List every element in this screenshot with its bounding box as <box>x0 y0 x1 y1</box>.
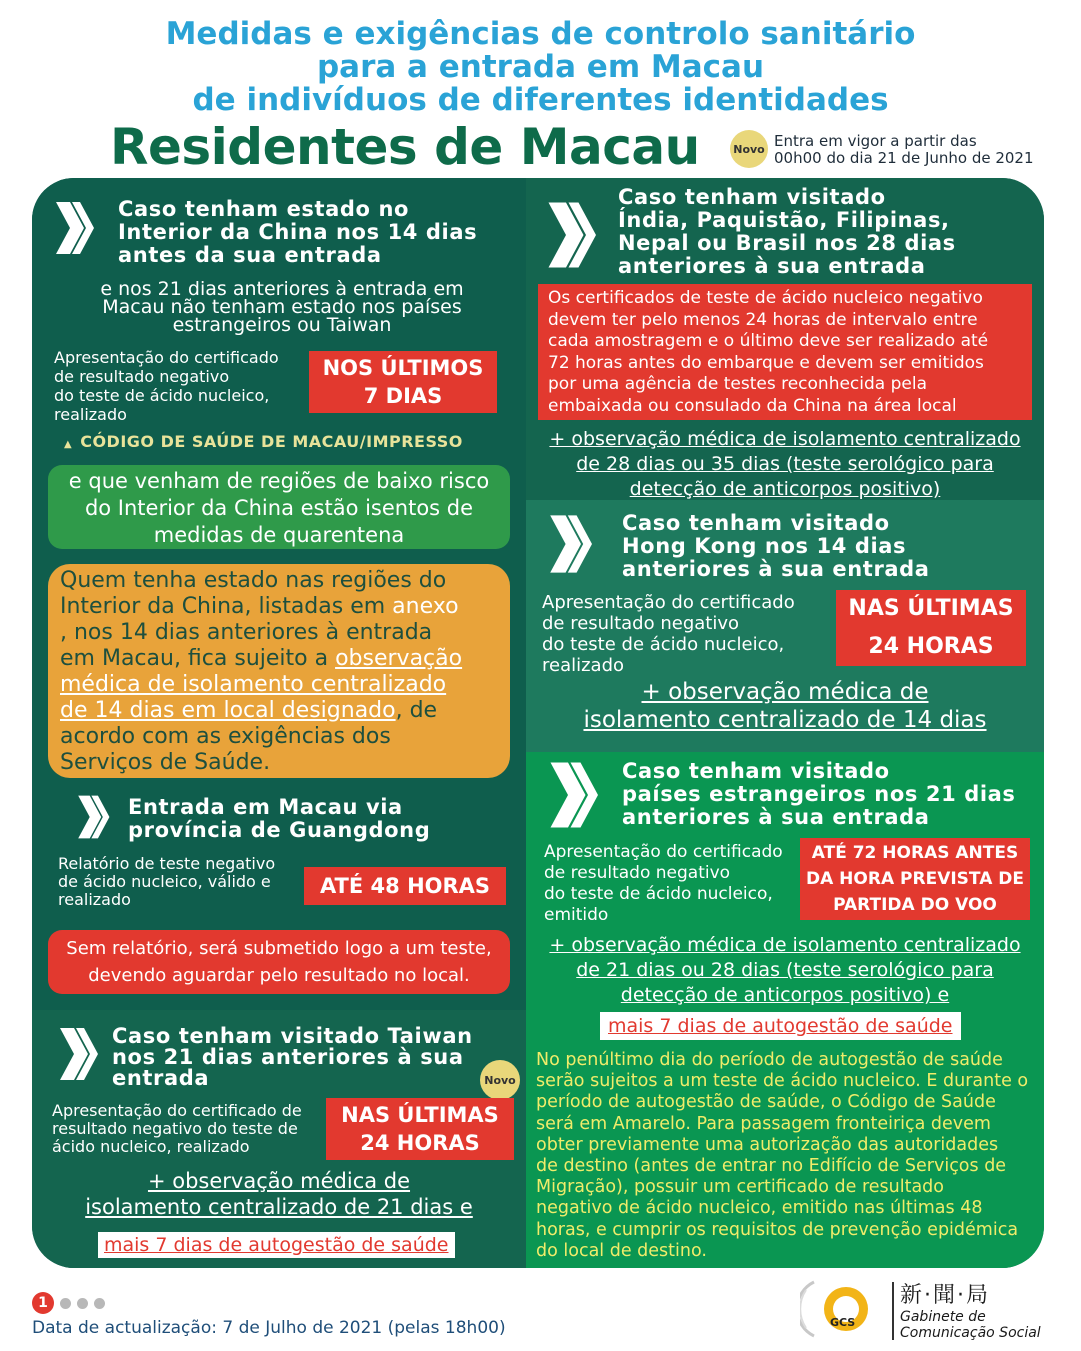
pagination[interactable] <box>32 1292 105 1314</box>
main-panel <box>32 178 1044 1268</box>
hongkong-deadline-tag: NAS ÚLTIMAS 24 HORAS <box>836 590 1026 666</box>
chevron-right-icon <box>76 794 110 840</box>
logo-divider <box>892 1282 894 1340</box>
gcs-logo-letters: GCS <box>830 1316 856 1329</box>
foreign-cert-text: Apresentação do certificado de resultado negativo do teste de ácido nucleico, emitido <box>544 842 783 925</box>
china-subtitle: e nos 21 dias anteriores à entrada em Macau não tenham estado nos países estrangeiros ou Taiwan <box>100 278 464 336</box>
guangdong-heading: Entrada em Macau via província de Guangdong <box>128 795 431 842</box>
page-indicator-active[interactable]: 1 <box>32 1292 54 1314</box>
foreign-self-management: mais 7 dias de autogestão de saúde <box>600 1012 961 1040</box>
chevron-right-icon <box>546 198 596 272</box>
page-dot[interactable] <box>94 1298 105 1309</box>
guangdong-deadline-tag: ATÉ 48 HORAS <box>304 867 506 905</box>
china-heading: Caso tenham estado no Interior da China nos 14 dias antes da sua entrada <box>118 197 478 267</box>
organization-name: 新·聞·局 Gabinete de Comunicação Social <box>900 1283 1041 1341</box>
chevron-right-icon <box>54 200 94 256</box>
no-report-box: Sem relatório, será submetido logo a um teste, devendo aguardar pelo resultado no local. <box>48 930 510 994</box>
update-date: Data de actualização: 7 de Julho de 2021 (pelas 18h00) <box>32 1318 506 1338</box>
gcs-logo-icon <box>800 1276 880 1342</box>
novo-badge: Novo <box>730 130 768 168</box>
hongkong-heading: Caso tenham visitado Hong Kong nos 14 dias anteriores à sua entrada <box>622 511 930 581</box>
foreign-deadline-tag: ATÉ 72 HORAS ANTES DA HORA PREVISTA DE PARTIDA DO VOO <box>800 838 1030 920</box>
india-requirements-box: Os certificados de teste de ácido nucleico negativo devem ter pelo menos 24 horas de intervalo entre cada amostragem e o último deve ser realizado até 72 horas antes do embarque e devem ser emitidos por uma agência de testes reconhecida pela embaixada ou consulado da China na área local <box>538 284 1032 420</box>
title-line-1: Medidas e exigências de controlo sanitário <box>165 16 916 52</box>
self-management-note: No penúltimo dia do período de autogestão de saúde serão sujeitos a um teste de ácido nucleico. E durante o período de autogestão de saúde, o Código de Saúde será em Amarelo. Para passagem fronteiriça devem obter previamente uma autorização das autoridades de destino (antes de entrar no Edifício de Serviços de Migração), possuir um certificado de resultado negativo de ácido nucleico, emitido nas últimas 48 horas, e cumprir os requisitos de prevenção epidémica do local de destino. <box>536 1050 1029 1261</box>
taiwan-heading: Caso tenham visitado Taiwan nos 21 dias anteriores à sua entrada <box>112 1024 473 1090</box>
chevron-right-icon <box>58 1026 98 1082</box>
triangle-up-icon: ▲ <box>64 439 73 450</box>
hongkong-cert-text: Apresentação do certificado de resultado negativo do teste de ácido nucleico, realizado <box>542 592 795 676</box>
taiwan-self-management: mais 7 dias de autogestão de saúde <box>98 1232 455 1258</box>
novo-badge: Novo <box>480 1060 520 1100</box>
page-dot[interactable] <box>60 1298 71 1309</box>
title-line-2: para a entrada em Macau <box>316 49 765 85</box>
chevron-right-icon <box>548 760 598 830</box>
gcs-logo <box>800 1276 880 1342</box>
foreign-observation: + observação médica de isolamento centralizado de 21 dias ou 28 dias (teste serológico para detecção de anticorpos positivo) e <box>549 934 1021 1006</box>
low-risk-box: e que venham de regiões de baixo risco do Interior da China estão isentos de medidas de quarentena <box>48 465 510 549</box>
hongkong-observation: + observação médica de isolamento centralizado de 14 dias <box>583 679 987 733</box>
china-cert-text: Apresentação do certificado de resultado negativo do teste de ácido nucleico, realizado <box>54 348 279 424</box>
health-code-note: ▲ CÓDIGO DE SAÚDE DE MACAU/IMPRESSO <box>64 432 463 451</box>
annex-link[interactable]: anexo <box>392 594 459 619</box>
page-title: Residentes de Macau <box>110 118 700 176</box>
taiwan-observation: + observação médica de isolamento centralizado de 21 dias e <box>85 1169 473 1219</box>
taiwan-deadline-tag: NAS ÚLTIMAS 24 HORAS <box>326 1098 514 1160</box>
chevron-right-icon <box>548 512 592 576</box>
page-dot[interactable] <box>77 1298 88 1309</box>
taiwan-cert-text: Apresentação do certificado de resultado negativo do teste de ácido nucleico, realizado <box>52 1101 302 1156</box>
title-line-3: de indivíduos de diferentes identidades <box>192 82 889 118</box>
quarantine-regions-box: Quem tenha estado nas regiões do Interior da China, listadas em anexo , nos 14 dias anteriores à entrada em Macau, fica sujeito a observação médica de isolamento centralizado de 14 dias em local designado, de acordo com as exigências dos Serviços de Saúde. <box>48 564 510 778</box>
effective-date: Entra em vigor a partir das 00h00 do dia 21 de Junho de 2021 <box>774 132 1034 167</box>
china-deadline-tag: NOS ÚLTIMOS 7 DIAS <box>309 351 497 413</box>
guangdong-report-text: Relatório de teste negativo de ácido nucleico, válido e realizado <box>58 854 276 909</box>
india-heading: Caso tenham visitado Índia, Paquistão, Filipinas, Nepal ou Brasil nos 28 dias anteriores à sua entrada <box>618 185 956 278</box>
foreign-heading: Caso tenham visitado países estrangeiros nos 21 dias anteriores à sua entrada <box>622 759 1016 829</box>
india-observation: + observação médica de isolamento centralizado de 28 dias ou 35 dias (teste serológico para detecção de anticorpos positivo) <box>549 428 1021 500</box>
